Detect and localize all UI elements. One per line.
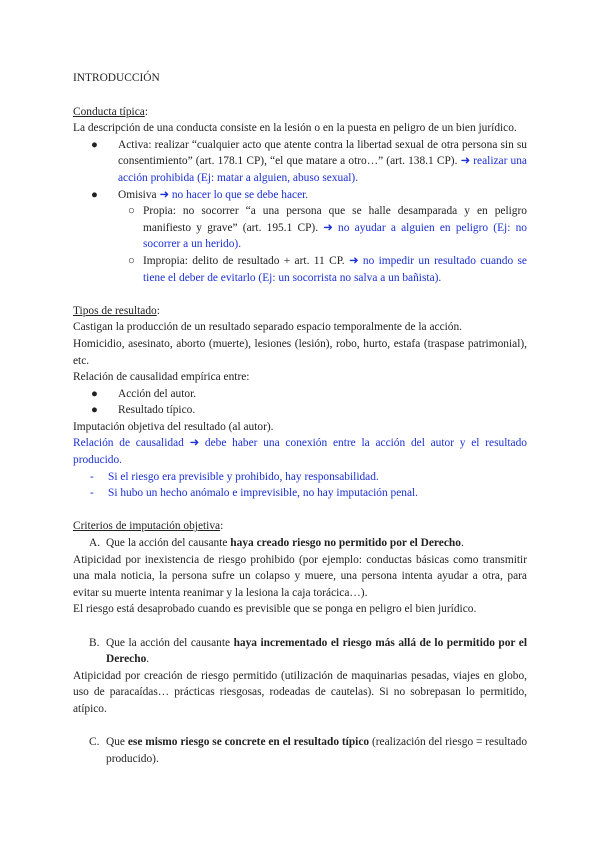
- criterio-c-text: Que: [106, 736, 128, 749]
- bullet-marker: ●: [91, 387, 98, 400]
- criterio-a-p1: Atipicidad por inexistencia de riesgo prohibido (por ejemplo: conductas básicas como transmitir una mala noticia, la persona sufre un colapso y muere, una persona intenta ayudar a otra, para evitar su muerte intenta reanimar y la lesiona la caja torácica…).: [73, 553, 527, 599]
- conducta-heading: [73, 104, 527, 121]
- tipos-dash2: [73, 485, 527, 502]
- criterio-a-text: Que la acción del causante: [106, 537, 231, 550]
- bullet-omisiva: [73, 187, 527, 204]
- criterio-c: [73, 734, 527, 767]
- impropia-blue: ➜ no impedir un resultado cuando se tiene el deber de evitarlo (Ej: un socorrista no salva a un bañista).: [143, 254, 527, 284]
- propia-blue: ➜ no ayudar a alguien en peligro (Ej: no socorrer a un herido).: [143, 221, 527, 251]
- conducta-intro: La descripción de una conducta consiste en la lesión o en la puesta en peligro de un bien jurídico.: [73, 122, 517, 135]
- propia-text: Propia: no socorrer “a una persona que se halle desamparada y en peligro manifiesto y grave” (art. 195.1 CP).: [143, 205, 527, 234]
- criterio-b-text: Que la acción del causante: [106, 636, 234, 649]
- tipos-line2: Homicidio, asesinato, aborto (muerte), lesiones (lesión), robo, hurto, estafa (traspase patrimonial), etc.: [73, 337, 527, 367]
- tipos-heading-colon: :: [156, 304, 160, 317]
- sub-propia: [73, 203, 527, 253]
- conducta-heading-text: Conducta típica: [73, 105, 145, 118]
- sub-marker: ○: [128, 254, 135, 267]
- criterio-c-end: (realización del riesgo = resultado producido).: [106, 736, 528, 765]
- doc-title: INTRODUCCIÓN: [73, 72, 160, 84]
- dash-marker: -: [90, 470, 94, 483]
- criterios-heading-text: Criterios de imputación objetiva: [73, 520, 221, 533]
- activa-blue: ➜ realizar una acción prohibida (Ej: matar a alguien, abuso sexual).: [118, 155, 527, 184]
- tipos-dash1-text: Si el riesgo era previsible y prohibido, hay responsabilidad.: [108, 470, 379, 483]
- criterio-a-end: .: [460, 537, 464, 550]
- criterio-b-bold: haya incrementado el riesgo más allá de lo permitido por el Derecho: [106, 636, 527, 666]
- tipos-line1: Castigan la producción de un resultado separado espacio temporalmente de la acción.: [73, 321, 463, 334]
- tipos-line3: Relación de causalidad empírica entre:: [73, 371, 250, 384]
- criterio-a: [73, 535, 527, 552]
- bullet-marker: ●: [91, 188, 98, 201]
- criterio-c-bold: ese mismo riesgo se concrete en el resultado típico: [127, 736, 370, 749]
- impropia-text: Impropia: delito de resultado + art. 11 CP.: [143, 254, 349, 267]
- tipos-dash2-text: Si hubo un hecho anómalo e imprevisible, no hay imputación penal.: [108, 487, 419, 500]
- criterio-b-p1: Atipicidad por creación de riesgo permitido (utilización de maquinarias pesadas, viajes en globo, uso de paracaídas… prácticas riesgosas, rodeadas de cautelas). Si no sobrepasan lo permitido, atípico.: [73, 669, 527, 715]
- criterio-c-marker: C.: [89, 736, 100, 749]
- dash-marker: -: [90, 487, 94, 500]
- sub-impropia: [73, 253, 527, 286]
- tipos-item1-text: Acción del autor.: [118, 387, 197, 400]
- bullet-marker: ●: [91, 138, 98, 151]
- conducta-heading-colon: :: [144, 105, 148, 118]
- criterio-a-marker: A.: [89, 537, 101, 550]
- sub-marker: ○: [128, 205, 135, 218]
- criterio-b: [73, 635, 527, 668]
- bullet-marker: ●: [91, 404, 98, 417]
- omisiva-blue: ➜ no hacer lo que se debe hacer.: [159, 188, 309, 201]
- tipos-item2: [73, 402, 527, 419]
- criterio-b-end: .: [146, 653, 150, 666]
- criterio-b-marker: B.: [89, 636, 100, 649]
- bullet-activa: [73, 137, 527, 187]
- criterios-heading: [73, 518, 527, 535]
- tipos-dash1: [73, 469, 527, 486]
- tipos-blue-relacion: Relación de causalidad ➜ debe haber una conexión entre la acción del autor y el resultado producido.: [73, 437, 527, 467]
- tipos-item1: [73, 386, 527, 403]
- tipos-item2-text: Resultado típico.: [118, 404, 196, 417]
- criterio-a-p2: El riesgo está desaprobado cuando es previsible que se ponga en peligro el bien jurídico.: [73, 603, 477, 616]
- criterios-heading-colon: :: [220, 520, 224, 533]
- omisiva-text: Omisiva: [118, 188, 160, 201]
- activa-text: Activa: realizar “cualquier acto que atente contra la libertad sexual de otra persona sin su consentimiento” (art. 178.1 CP), “el que matare a otro…” (art. 138.1 CP).: [118, 138, 527, 168]
- tipos-heading: [73, 303, 527, 320]
- criterio-a-bold: haya creado riesgo no permitido por el Derecho: [230, 537, 461, 550]
- document-page: [73, 70, 527, 767]
- tipos-line4: Imputación objetiva del resultado (al autor).: [73, 420, 274, 433]
- tipos-heading-text: Tipos de resultado: [73, 304, 157, 317]
